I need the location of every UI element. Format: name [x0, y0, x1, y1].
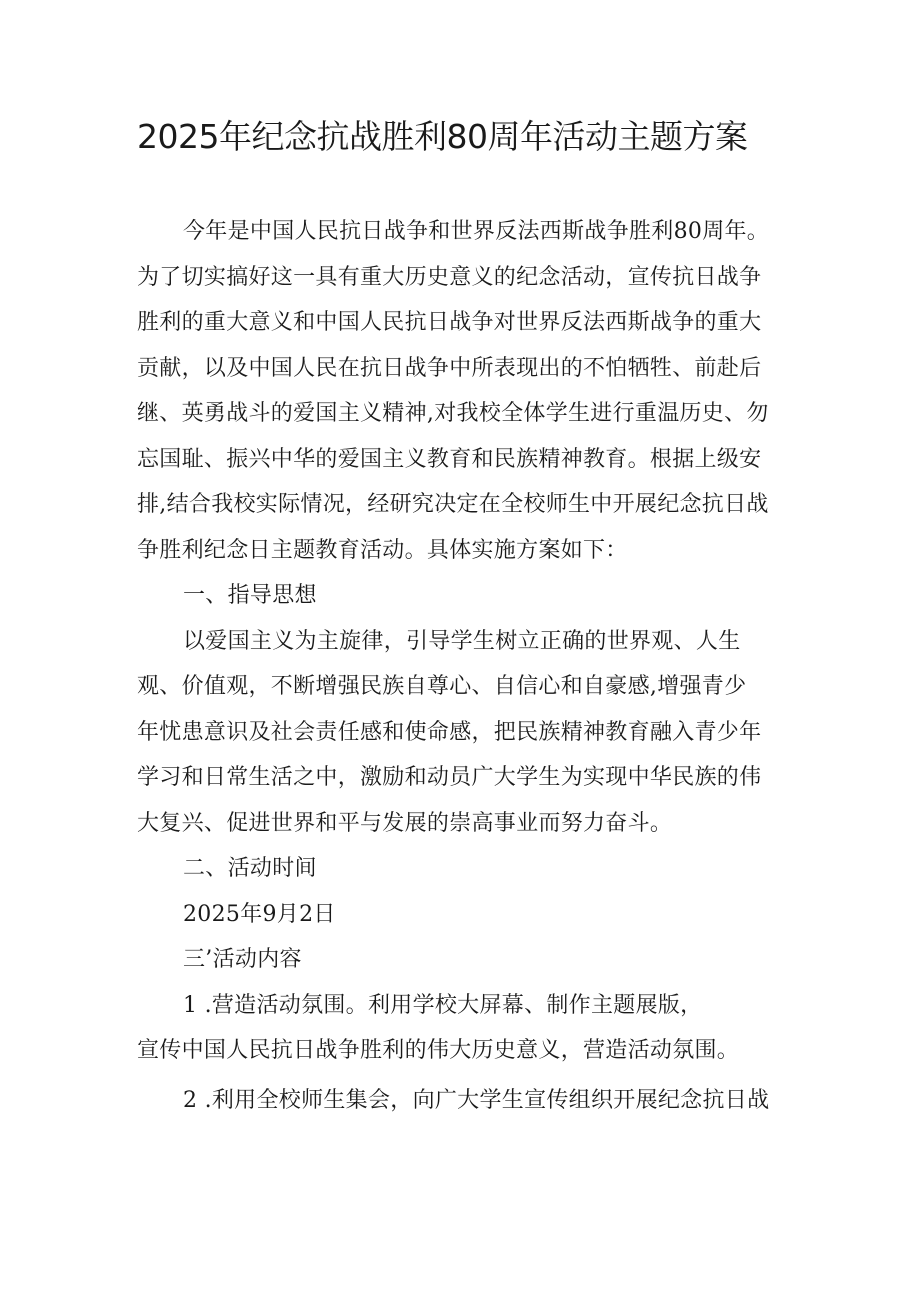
list-item-2: 2 .利用全校师生集会，向广大学生宣传组织开展纪念抗日战: [183, 1087, 770, 1113]
body-line: 争胜利纪念日主题教育活动。具体实施方案如下：: [137, 537, 628, 563]
body-line: 贡献，以及中国人民在抗日战争中所表现出的不怕牺牲、前赴后: [137, 355, 762, 381]
body-line: 学习和日常生活之中，激励和动员广大学生为实现中华民族的伟: [137, 765, 762, 790]
body-line: 排,结合我校实际情况，经研究决定在全校师生中开展纪念抗日战: [137, 492, 769, 517]
body-line: 年忧患意识及社会责任感和使命感，把民族精神教育融入青少年: [137, 719, 762, 745]
body-line: 观、价值观，不断增强民族自尊心、自信心和自豪感,增强青少: [137, 674, 747, 699]
section-heading-activity-content: 三’活动内容: [183, 947, 302, 972]
body-line: 今年是中国人民抗日战争和世界反法西斯战争胜利80周年。: [183, 219, 770, 244]
body-line: 继、英勇战斗的爱国主义精神,对我校全体学生进行重温历史、勿: [137, 401, 769, 426]
body-line: 大复兴、促进世界和平与发展的崇高事业而努力奋斗。: [137, 810, 673, 836]
section-heading-activity-time: 二、活动时间: [183, 856, 317, 881]
activity-date: 2025年9月2日: [183, 901, 336, 927]
body-line: 忘国耻、振兴中华的爱国主义教育和民族精神教育。根据上级安: [137, 446, 762, 472]
body-line: 宣传中国人民抗日战争胜利的伟大历史意义，营造活动氛围。: [137, 1038, 740, 1063]
document-title: 2025年纪念抗战胜利80周年活动主题方案: [137, 117, 748, 156]
document-body: [137, 209, 792, 1123]
body-line: 胜利的重大意义和中国人民抗日战争对世界反法西斯战争的重大: [137, 310, 762, 335]
section-heading-guiding-thought: 一、指导思想: [183, 583, 317, 608]
list-item-1: 1 .营造活动氛围。利用学校大屏幕、制作主题展版，: [183, 992, 703, 1018]
body-line: 为了切实搞好这一具有重大历史意义的纪念活动，宣传抗日战争: [137, 264, 762, 290]
body-line: 以爱国主义为主旋律，引导学生树立正确的世界观、人生: [183, 628, 741, 654]
